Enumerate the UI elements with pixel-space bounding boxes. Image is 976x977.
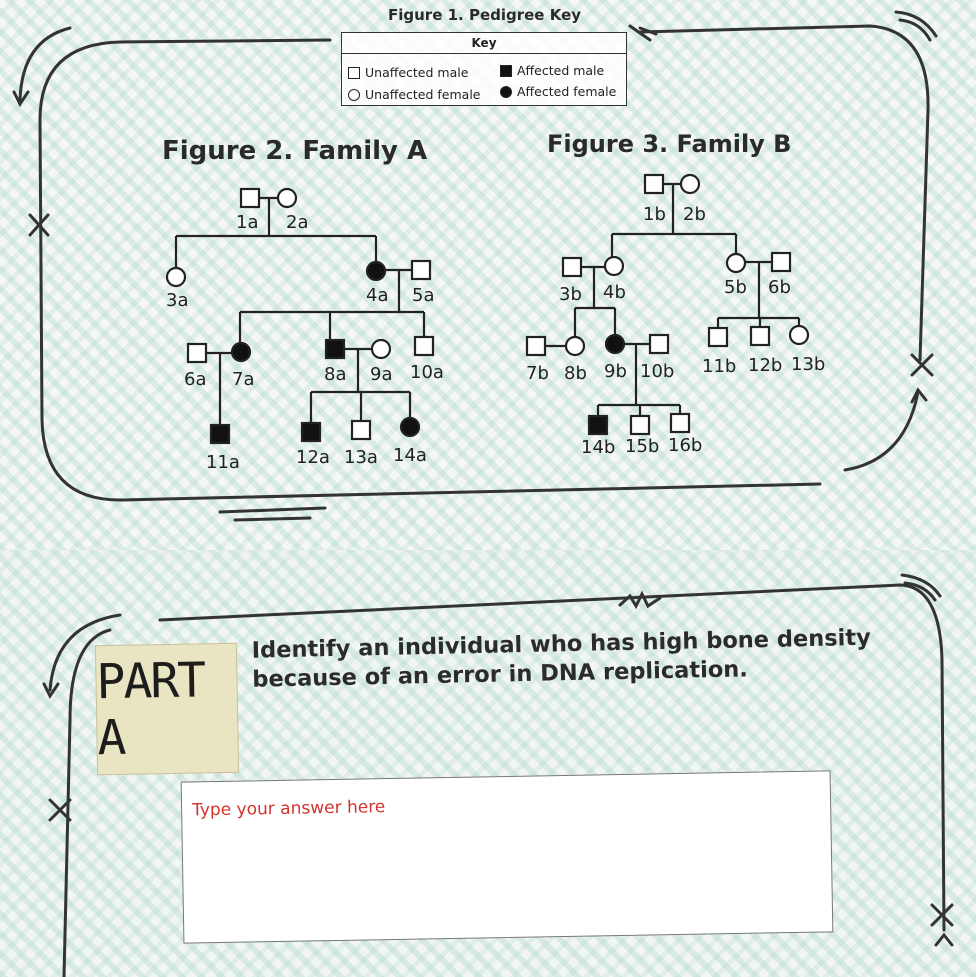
part-a-label: PART A <box>95 643 239 775</box>
pedigree-label-15b: 15b <box>625 436 660 457</box>
key-affected-female-label: Affected female <box>517 84 617 99</box>
pedigree-label-13b: 13b <box>791 354 826 375</box>
pedigree-7b-symbol <box>527 337 545 355</box>
pedigree-label-3b: 3b <box>559 284 582 305</box>
pedigree-5b-symbol <box>727 254 745 272</box>
pedigree-label-16b: 16b <box>668 435 703 456</box>
pedigree-10a-symbol <box>415 337 433 355</box>
pedigree-3b-symbol <box>563 258 581 276</box>
part-a-question: Identify an individual who has high bone density because of an error in DNA replication. <box>251 624 872 693</box>
family-a-title: Figure 2. Family A <box>162 136 428 166</box>
pedigree-11a-symbol <box>211 425 229 443</box>
pedigree-12b-symbol <box>751 327 769 345</box>
pedigree-13a-symbol <box>352 421 370 439</box>
pedigree-label-7b: 7b <box>526 363 549 384</box>
pedigree-4a-symbol <box>367 262 385 280</box>
pedigree-label-8a: 8a <box>324 364 347 385</box>
pedigree-14a-symbol <box>401 418 419 436</box>
pedigree-label-10b: 10b <box>640 361 675 382</box>
pedigree-1a-symbol <box>241 189 259 207</box>
pedigree-5a-symbol <box>412 261 430 279</box>
pedigree-label-2a: 2a <box>286 212 309 233</box>
pedigree-label-4b: 4b <box>603 282 626 303</box>
pedigree-label-12b: 12b <box>748 355 783 376</box>
pedigree-label-3a: 3a <box>166 290 189 311</box>
key-unaffected-male-label: Unaffected male <box>365 65 469 80</box>
family-b-title: Figure 3. Family B <box>547 130 792 158</box>
pedigree-label-6a: 6a <box>184 369 207 390</box>
pedigree-1b-symbol <box>645 175 663 193</box>
answer-input[interactable] <box>190 784 814 827</box>
pedigree-7a-symbol <box>232 343 250 361</box>
pedigree-6a-symbol <box>188 344 206 362</box>
pedigree-10b-symbol <box>650 335 668 353</box>
pedigree-label-6b: 6b <box>768 277 791 298</box>
pedigree-label-5b: 5b <box>724 277 747 298</box>
answer-box <box>181 770 834 943</box>
pedigree-label-2b: 2b <box>683 204 706 225</box>
key-affected-male-label: Affected male <box>517 63 605 78</box>
pedigree-14b-symbol <box>589 416 607 434</box>
pedigree-label-4a: 4a <box>366 285 389 306</box>
key-unaffected-female-label: Unaffected female <box>365 87 481 102</box>
pedigree-9b-symbol <box>606 335 624 353</box>
pedigree-label-8b: 8b <box>564 363 587 384</box>
pedigree-label-9a: 9a <box>370 364 393 385</box>
pedigree-8b-symbol <box>566 337 584 355</box>
pedigree-label-14b: 14b <box>581 437 616 458</box>
pedigree-label-13a: 13a <box>344 447 378 468</box>
pedigree-15b-symbol <box>631 416 649 434</box>
pedigree-label-10a: 10a <box>410 362 444 383</box>
pedigree-9a-symbol <box>372 340 390 358</box>
pedigree-12a-symbol <box>302 423 320 441</box>
pedigree-4b-symbol <box>605 257 623 275</box>
figure1-title: Figure 1. Pedigree Key <box>388 6 582 24</box>
key-label: Key <box>342 33 626 54</box>
pedigree-label-12a: 12a <box>296 447 330 468</box>
pedigree-13b-symbol <box>790 326 808 344</box>
pedigree-8a-symbol <box>326 340 344 358</box>
pedigree-2a-symbol <box>278 189 296 207</box>
pedigree-16b-symbol <box>671 414 689 432</box>
pedigree-label-11a: 11a <box>206 452 240 473</box>
pedigree-11b-symbol <box>709 328 727 346</box>
pedigree-3a-symbol <box>167 268 185 286</box>
pedigree-label-9b: 9b <box>604 361 627 382</box>
pedigree-label-7a: 7a <box>232 369 255 390</box>
pedigree-label-1b: 1b <box>643 204 666 225</box>
pedigree-label-5a: 5a <box>412 285 435 306</box>
pedigree-label-11b: 11b <box>702 356 737 377</box>
pedigree-label-14a: 14a <box>393 445 427 466</box>
pedigree-6b-symbol <box>772 253 790 271</box>
pedigree-label-1a: 1a <box>236 212 259 233</box>
pedigree-2b-symbol <box>681 175 699 193</box>
